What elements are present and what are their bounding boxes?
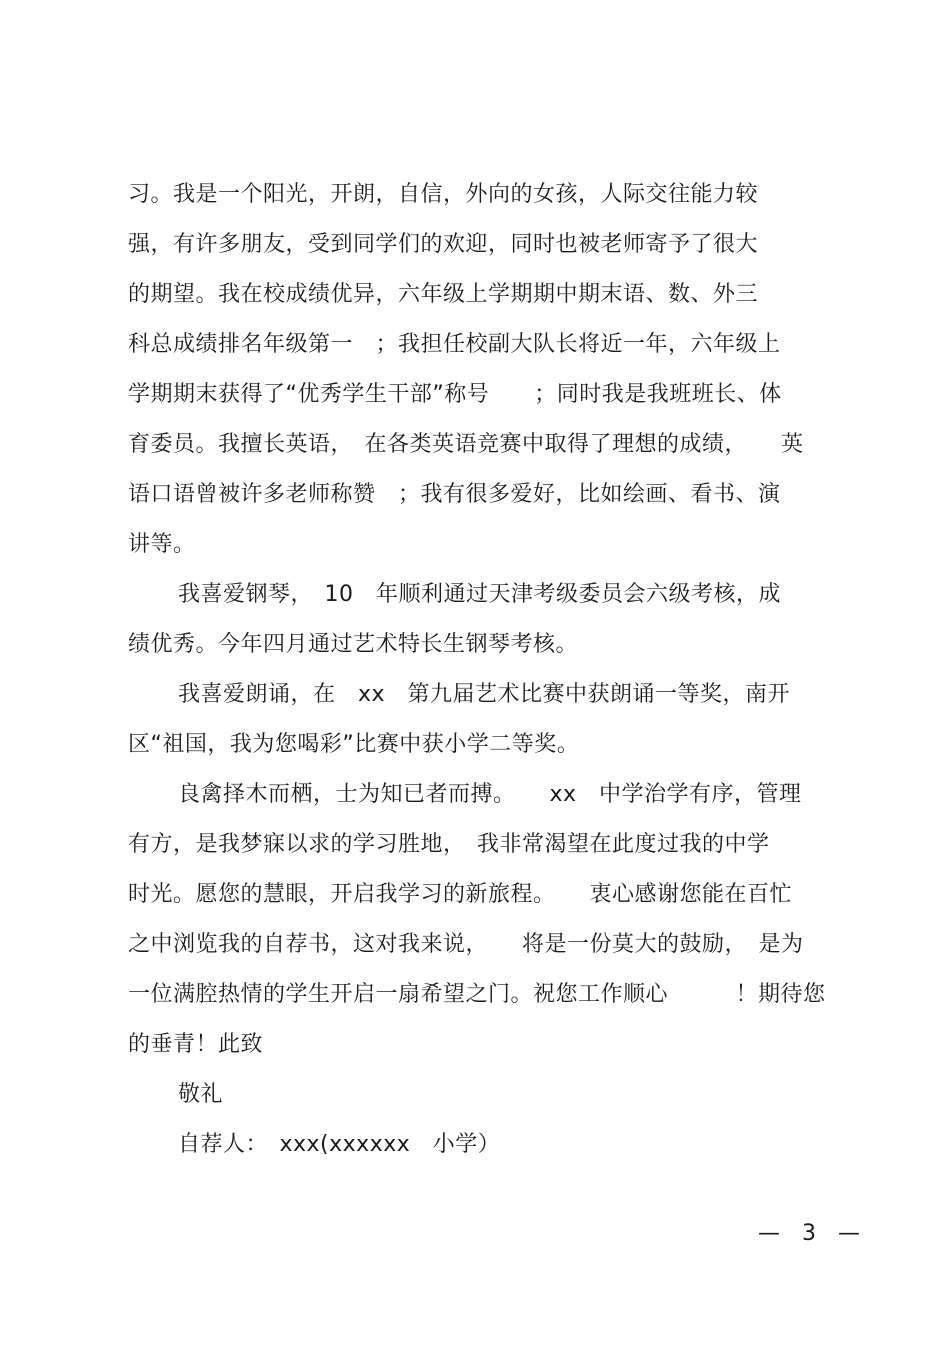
- text-line: 学期期末获得了“优秀学生干部”称号 ；同时我是我班班长、体: [128, 382, 782, 407]
- text-line: 习。我是一个阳光，开朗，自信，外向的女孩，人际交往能力较: [128, 182, 759, 207]
- text-line: 科总成绩排名年级第一 ；我担任校副大队长将近一年，六年级上: [128, 332, 781, 357]
- text-line: 的垂青！此致: [128, 1032, 264, 1057]
- text-line: 育委员。我擅长英语， 在各类英语竞赛中取得了理想的成绩， 英: [128, 432, 804, 457]
- page-number: — 3 —: [758, 1221, 860, 1246]
- text-line: 讲等。: [128, 532, 196, 557]
- text-line: 的期望。我在校成绩优异，六年级上学期期中期末语、数、外三: [128, 282, 759, 307]
- text-line: 之中浏览我的自荐书，这对我来说， 将是一份莫大的鼓励， 是为: [128, 932, 804, 957]
- text-line: 区“祖国，我为您喝彩”比赛中获小学二等奖。: [128, 732, 580, 757]
- paragraph-start-line: 我喜爱朗诵，在 xx 第九届艺术比赛中获朗诵一等奖，南开: [178, 682, 791, 707]
- paragraph-start-line: 我喜爱钢琴， 10 年顺利通过天津考级委员会六级考核，成: [178, 582, 781, 607]
- text-line: 时光。愿您的慧眼，开启我学习的新旅程。 衷心感谢您能在百忙: [128, 882, 793, 907]
- closing-salutation: 敬礼: [178, 1082, 224, 1107]
- text-line: 强，有许多朋友，受到同学们的欢迎，同时也被老师寄予了很大: [128, 232, 759, 257]
- text-line: 语口语曾被许多老师称赞 ；我有很多爱好，比如绘画、看书、演: [128, 482, 781, 507]
- text-line: 一位满腔热情的学生开启一扇希望之门。祝您工作顺心 ！期待您: [128, 982, 826, 1007]
- text-line: 有方，是我梦寐以求的学习胜地， 我非常渴望在此度过我的中学: [128, 832, 770, 857]
- paragraph-start-line: 良禽择木而栖，士为知已者而搏。 xx 中学治学有序，管理: [178, 782, 802, 807]
- signature-line: 自荐人： xxx(xxxxxx 小学）: [178, 1132, 501, 1157]
- text-line: 绩优秀。今年四月通过艺术特长生钢琴考核。: [128, 632, 579, 657]
